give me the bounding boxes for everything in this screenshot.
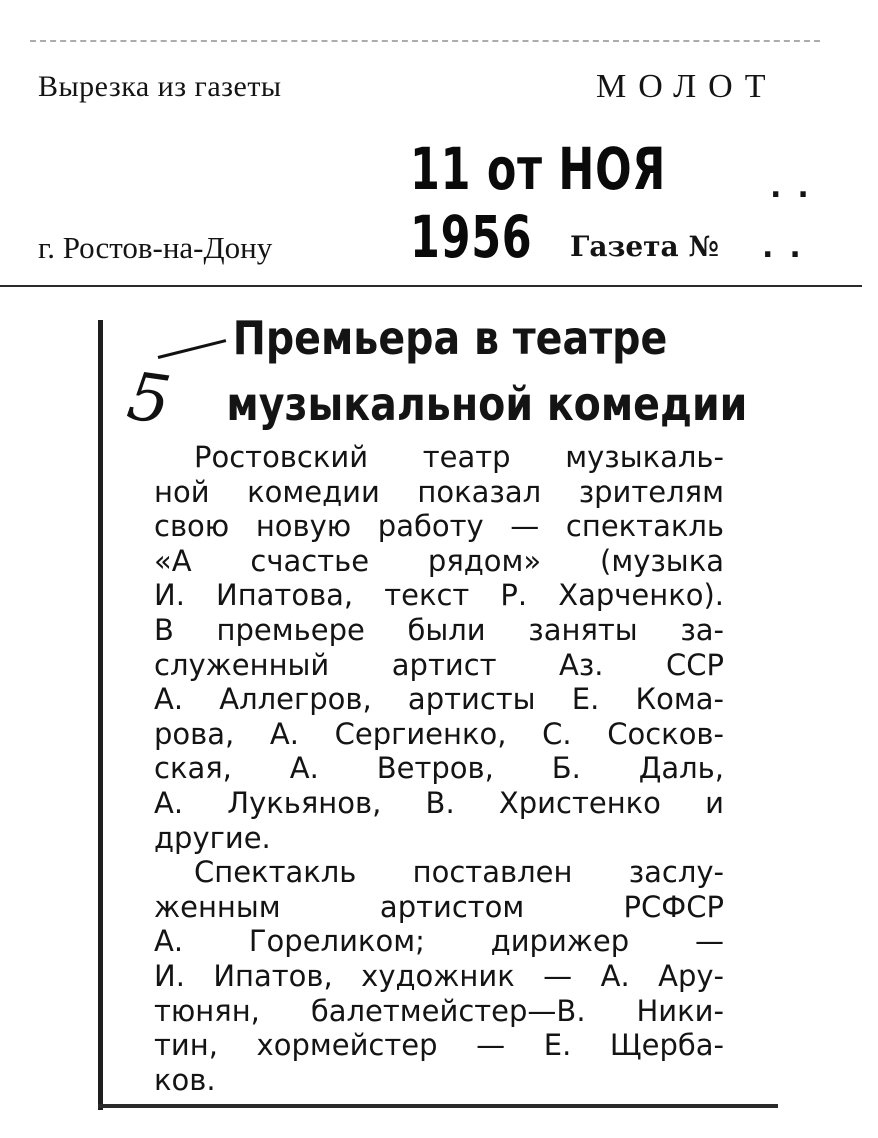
number-dots: .. (762, 230, 817, 265)
article-line: другие. (154, 820, 271, 855)
article-line: А. Гореликом; дирижер — (154, 924, 724, 959)
article-line: И. Ипатов, художник — А. Ару- (154, 958, 724, 993)
handwritten-number: 5 (122, 357, 176, 440)
top-dashed-rule (30, 40, 820, 42)
article-line: ская, А. Ветров, Б. Даль, (154, 751, 724, 786)
article-line: И. Ипатова, текст Р. Харченко). (154, 578, 724, 613)
article-line: В премьере были заняты за- (154, 612, 724, 647)
header-rule (0, 285, 862, 287)
article-line: женным артистом РСФСР (154, 889, 724, 924)
article-line: «А счастье рядом» (музыка (154, 543, 724, 578)
article-line: ной комедии показал зрителям (154, 474, 724, 509)
article-line: тин, хормейстер — Е. Щерба- (154, 1028, 724, 1063)
article-line: А. Аллегров, артисты Е. Кома- (154, 682, 724, 717)
paragraph-2 (154, 855, 724, 1097)
article-headline (226, 305, 748, 437)
article-line: тюнян, балетмейстер—В. Ники- (154, 993, 724, 1028)
clipping-label: Вырезка из газеты (38, 70, 282, 103)
date-dots: .. (770, 170, 825, 205)
city-label: г. Ростов-на-Дону (38, 230, 273, 265)
article-line: ков. (154, 1062, 216, 1097)
article-line: свою новую работу — спектакль (154, 509, 724, 544)
newspaper-number-label: Газета № (570, 230, 719, 263)
article-line: Спектакль поставлен заслу- (194, 855, 724, 890)
article-line: рова, А. Сергиенко, С. Сосков- (154, 716, 724, 751)
article-line: А. Лукьянов, В. Христенко и (154, 785, 724, 820)
headline-line-2: музыкальной комедии (226, 377, 748, 431)
handwritten-stroke (158, 339, 227, 359)
paragraph-1 (154, 440, 724, 855)
headline-line-1: Премьера в театре (232, 311, 668, 365)
date-stamp: 11 от НОЯ 1956 (410, 135, 667, 271)
article-line: служенный артист Аз. ССР (154, 647, 724, 682)
clipping-bottom-border (98, 1104, 778, 1108)
clipping-left-border (98, 320, 103, 1110)
article-line: Ростовский театр музыкаль- (194, 440, 724, 474)
article-body (154, 440, 724, 1097)
newspaper-name: МОЛОТ (596, 68, 778, 105)
